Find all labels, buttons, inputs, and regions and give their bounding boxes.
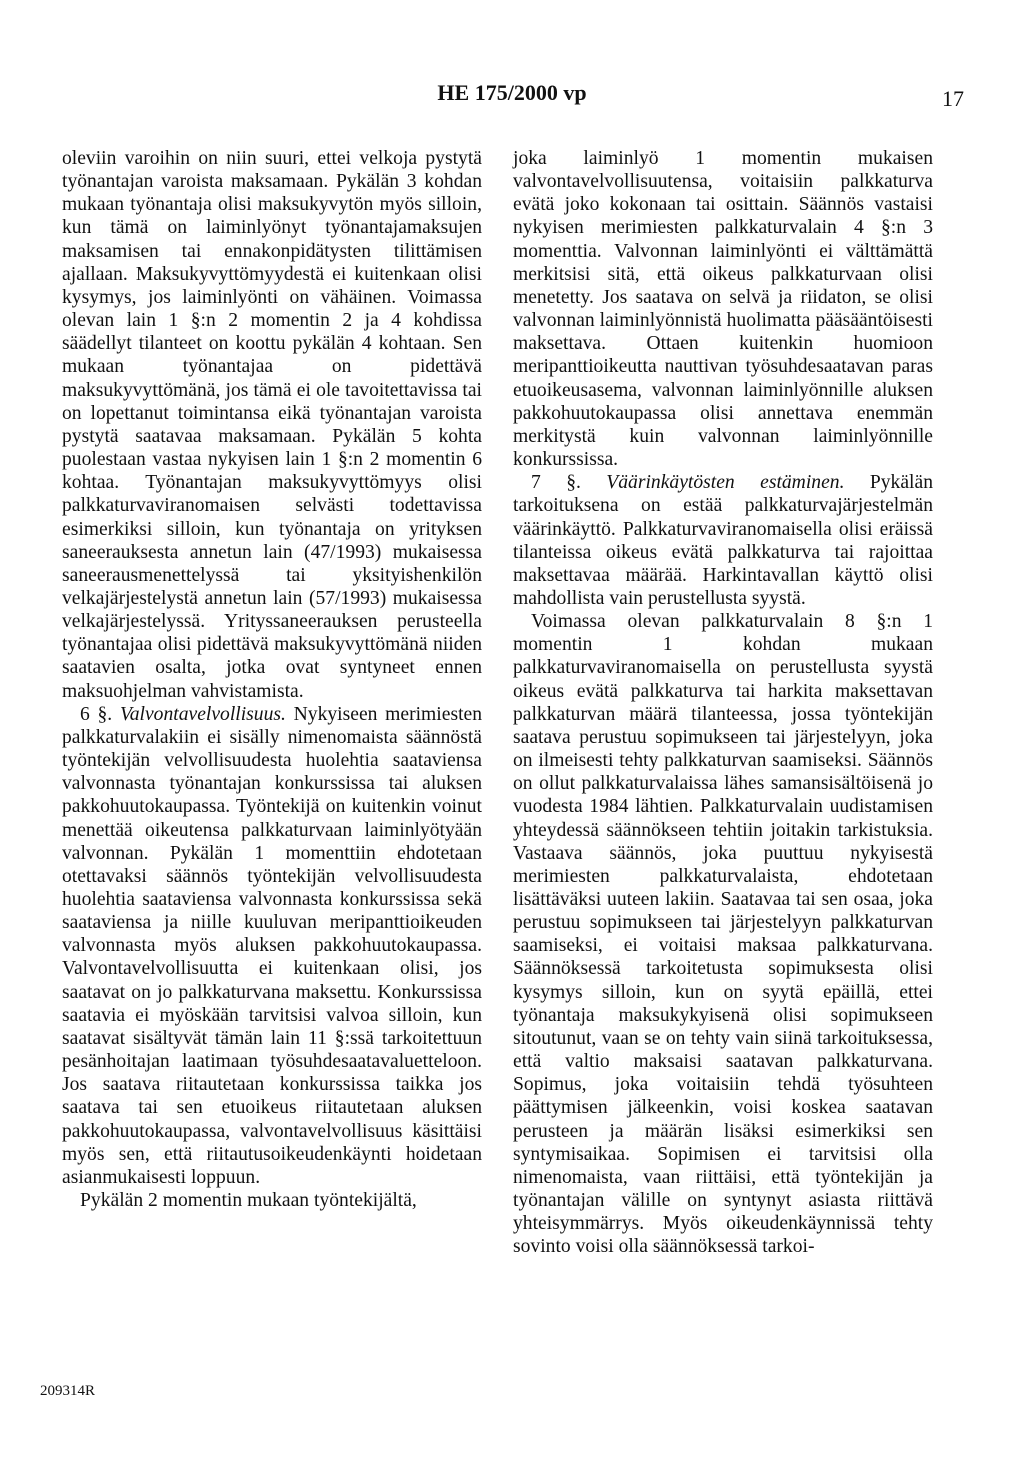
- print-code: 209314R: [40, 1383, 96, 1399]
- paragraph: oleviin varoihin on niin suuri, ettei velkoja pystytä työnantajan varoista maksamaan. Pykälän 3 kohdan mukaan työnantaja olisi maksukyvytön myös silloin, kun tämä on laiminlyönyt työnantajamaksujen maksamisen tai ennakonpidätysten tilittämisen ajallaan. Maksukyvyttömyydestä ei kuitenkaan olisi kysymys, jos laiminlyönti on vähäinen. Voimassa olevan lain 1 §:n 2 momentin 2 ja 4 kohdissa säädellyt tilanteet on koottu pykälän 4 kohtaan. Sen mukaan työnantajaa on pidettävä maksukyvyttömänä, jos tämä ei ole tavoitettavissa tai on lopettanut toimintansa eikä työnantajan varoista pystytä saatavaa maksamaan. Pykälän 5 kohta puolestaan vastaa nykyisen lain 1 §:n 2 momentin 6 kohtaa. Työnantajan maksukyvyttömyys olisi palkkaturvaviranomaisen selvästi todettavissa esimerkiksi silloin, kun työnantaja on yrityksen saneerauksesta annetun lain (47/1993) mukaisessa saneerausmenettelyssä tai yksityishenkilön velkajärjestelystä annetun lain (57/1993) mukaisessa velkajärjestelyssä. Yrityssaneerauksen perusteella työnantajaa olisi pidettävä maksukyvyttömänä niiden saatavien osalta, jotka ovat syntyneet ennen maksuohjelman vahvistamista.: [62, 148, 482, 702]
- section-text: Nykyiseen merimiesten palkkaturvalakiin ei sisälly nimenomaista säännöstä työntekijän velvollisuudesta huolehtia saataviensa valvonnasta työnantajan konkurssissa tai aluksen pakkohuutokaupassa. Työntekijä on kuitenkin voinut menettää oikeutensa palkkaturvaan laiminlyötyään valvonnan. Pykälän 1 momenttiin ehdotetaan otettavaksi säännös työntekijän velvollisuudesta huolehtia saataviensa valvonnasta konkurssissa sekä saataviensa ja niille kuuluvan meripanttioikeuden valvonnasta myös aluksen pakkohuutokaupassa. Valvontavelvollisuutta ei kuitenkaan olisi, jos saatavat on jo palkkaturvana maksettu. Konkurssissa saatavia ei myöskään tarvitsisi valvoa silloin, kun saatavat sisältyvät tämän lain 11 §:ssä tarkoitettuun pesänhoitajan laatimaan työsuhdesaatavaluetteloon. Jos saatava riitautetaan konkurssissa taikka jos saatava tai sen etuoikeus riitautetaan aluksen pakkohuutokaupassa, valvontavelvollisuus käsittäisi myös sen, että riitautusoikeudenkäynti hoidetaan asianmukaisesti loppuun.: [62, 703, 483, 1188]
- section-title: Valvontavelvollisuus.: [119, 703, 286, 725]
- right-column: [513, 147, 933, 1259]
- section-paragraph: [513, 471, 933, 610]
- paragraph: Pykälän 2 momentin mukaan työntekijältä,: [80, 1190, 417, 1212]
- page-number: 17: [942, 86, 964, 111]
- left-column: [62, 147, 482, 1212]
- section-paragraph: [62, 703, 482, 1189]
- section-title: Väärinkäytösten estäminen.: [606, 472, 845, 494]
- section-number: 6 §.: [80, 703, 113, 725]
- paragraph: Voimassa olevan palkkaturvalain 8 §:n 1 momentin 1 kohdan mukaan palkkaturvaviranomaisella on perustellusta syystä oikeus evätä palkkaturva tai harkita maksettavan palkkaturvan määrä tilanteessa, jossa työntekijän saatava perustuu sopimukseen tai järjestelyyn, joka on ilmeisesti tehty palkkaturvan saamiseksi. Säännös on ollut palkkaturvalaissa lähes samansisältöisenä jo vuodesta 1984 lähtien. Palkkaturvalain uudistamisen yhteydessä säännökseen tehtiin joitakin tarkistuksia. Vastaava säännös, joka puuttuu nykyisestä merimiesten palkkaturvalaista, ehdotetaan lisättäväksi uuteen lakiin. Saatavaa tai sen osaa, joka perustuu sopimukseen tai järjestelyyn palkkaturvan saamiseksi, ei voitaisi maksaa palkkaturvana. Säännöksessä tarkoitetusta sopimuksesta olisi kysymys silloin, kun on syytä epäillä, ettei työnantaja maksukykyisenä olisi sopimukseen sitoutunut, vaan se on tehty vain siinä tarkoituksessa, että valtio maksaisi saatavan palkkaturvana. Sopimus, joka voitaisiin tehdä työsuhteen päättymisen jälkeenkin, voisi koskea saatavan perusteen ja määrän lisäksi esimerkiksi sen syntymisaikaa. Sopimisen ei tarvitsisi olla nimenomaista, vaan riittäisi, että työntekijän ja työnantajan välille on syntynyt asiasta riittävä yhteisymmärrys. Myös oikeudenkäynnissä tehty sovinto voisi olla säännöksessä tarkoi-: [513, 611, 933, 1258]
- page-header: [0, 80, 1024, 110]
- section-number: 7 §.: [531, 472, 581, 494]
- document-id: HE 175/2000 vp: [437, 80, 587, 105]
- paragraph: joka laiminlyö 1 momentin mukaisen valvontavelvollisuutensa, voitaisiin palkkaturva evätä joko kokonaan tai osittain. Säännös vastaisi nykyisen merimiesten palkkaturvalain 4 §:n 3 momenttia. Valvonnan laiminlyönti ei välttämättä merkitsisi sitä, että oikeus palkkaturvaan olisi menetetty. Jos saatava on selvä ja riidaton, se olisi valvonnan laiminlyönnistä huolimatta pääsääntöisesti maksettava. Ottaen kuitenkin huomioon meripanttioikeutta nauttivan työsuhdesaatavan paras etuoikeusasema, valvonnan laiminlyönnille aluksen pakkohuutokaupassa olisi annettava enemmän merkitystä kuin valvonnan laiminlyönnille konkurssissa.: [513, 148, 933, 471]
- section-text: Pykälän tarkoituksena on estää palkkaturvajärjestelmän väärinkäyttö. Palkkaturvaviranomaisella olisi eräissä tilanteissa oikeus evätä palkkaturva tai rajoittaa maksettavaa määrää. Harkintavallan käyttö olisi mahdollista vain perustellusta syystä.: [513, 472, 933, 609]
